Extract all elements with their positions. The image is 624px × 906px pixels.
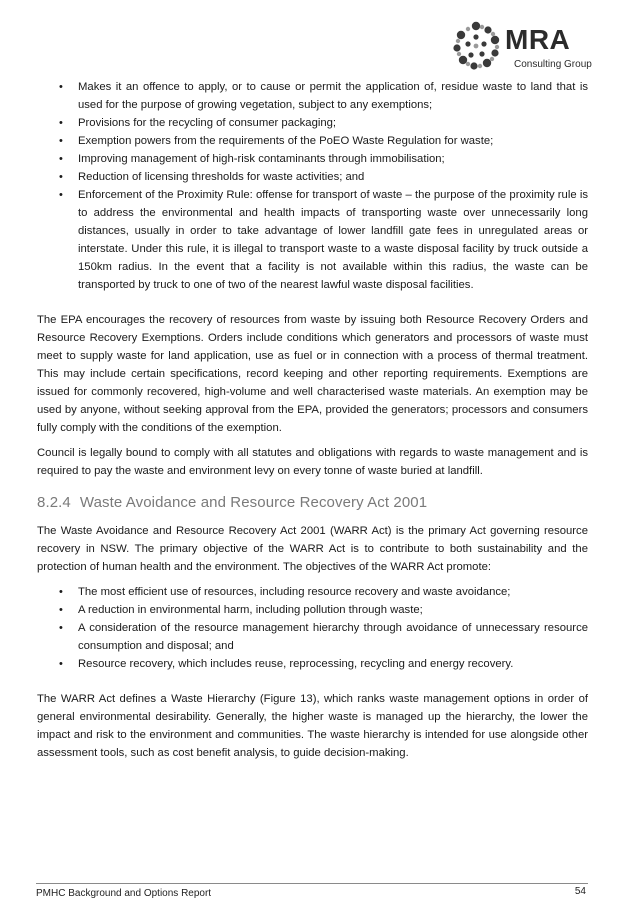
list-item: • A reduction in environmental harm, including pollution through waste;	[37, 601, 588, 619]
list-item: • Reduction of licensing thresholds for waste activities; and	[37, 168, 588, 186]
logo-text: MRA	[505, 24, 571, 55]
page-content	[37, 78, 588, 762]
list-item: • Exemption powers from the requirements of the PoEO Waste Regulation for waste;	[37, 132, 588, 150]
list-item: • A consideration of the resource management hierarchy through avoidance of unnecessary resource consumption and disposal; and	[37, 619, 588, 655]
section-number: 8.2.4	[37, 494, 71, 511]
list-item: • Makes it an offence to apply, or to cause or permit the application of, residue waste to land that is used for the purpose of growing vegetation, subject to any exemptions;	[37, 78, 588, 114]
footer-page-number: 54	[574, 886, 586, 897]
list-item: • The most efficient use of resources, including resource recovery and waste avoidance;	[37, 583, 588, 601]
paragraph-warr-act-intro: The Waste Avoidance and Resource Recovery Act 2001 (WARR Act) is the primary Act governing resource recovery in NSW. The primary objective of the WARR Act is to contribute to both sustainability and the protection of human health and the environment. The objectives of the WARR Act promote:	[37, 525, 588, 573]
list-item: • Provisions for the recycling of consumer packaging;	[37, 114, 588, 132]
footer-divider	[36, 883, 588, 884]
list-item: • Resource recovery, which includes reuse, reprocessing, recycling and energy recovery.	[37, 655, 588, 673]
paragraph-resource-recovery: The EPA encourages the recovery of resources from waste by issuing both Resource Recovery Orders and Resource Recovery Exemptions. Orders include conditions which generators and processors of waste must meet to supply waste for land application, use as fuel or in connection with a process of thermal treatment. This may include certain specifications, record keeping and other reporting requirements. Exemptions are issued for commonly recovered, high-volume and well characterised waste materials. An exemption may be used by anyone, without seeking approval from the EPA, provided the generators; processors and consumers fully comply with the conditions of the exemption.	[37, 314, 588, 434]
footer-report-title: PMHC Background and Options Report	[36, 888, 212, 899]
logo-mark-icon	[450, 20, 502, 72]
paragraph-waste-hierarchy: The WARR Act defines a Waste Hierarchy (Figure 13), which ranks waste management options in order of general environmental desirability. Generally, the higher waste is managed up the hierarchy, the lower the impact and risk to the environment and communities. The waste hierarchy is intended for use alongside other assessment tools, such as cost benefit analysis, to guide decision-making.	[37, 693, 588, 759]
list-item: • Enforcement of the Proximity Rule: offense for transport of waste – the purpose of the proximity rule is to address the environmental and health impacts of transporting waste over unnecessarily long distances, usually in order to take advantage of lower landfill gate fees in unregulated areas or interstate. Under this rule, it is illegal to transport waste to a waste disposal facility by truck outside a 150km radius. In the event that a facility is not available within this radius, the waste can be transported by truck to one of two of the nearest lawful waste disposal facilities.	[37, 186, 588, 294]
paragraph-council-obligations: Council is legally bound to comply with all statutes and obligations with regards to waste management and is required to pay the waste and environment levy on every tonne of waste buried at landfill.	[37, 447, 588, 477]
bullet-list-waste-regulation	[37, 78, 588, 294]
logo-subtitle: Consulting Group	[514, 59, 592, 70]
list-item: • Improving management of high-risk contaminants through immobilisation;	[37, 150, 588, 168]
bullet-list-warr-objectives	[37, 583, 588, 673]
section-heading	[37, 493, 588, 513]
company-logo	[450, 20, 610, 76]
section-title: Waste Avoidance and Resource Recovery Act 2001	[79, 494, 428, 511]
